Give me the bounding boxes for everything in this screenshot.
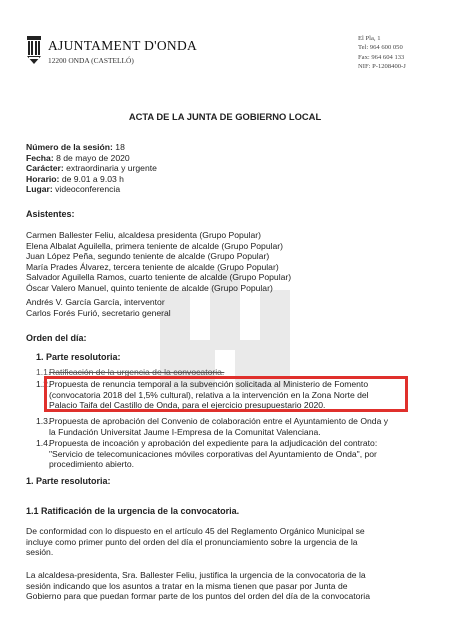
document-title: ACTA DE LA JUNTA DE GOBIERNO LOCAL <box>128 111 322 122</box>
list-item: Salvador Aguilella Ramos, cuarto teniente de alcalde (Grupo Popular) <box>26 272 292 283</box>
list-item: Juan López Peña, segundo teniente de alcalde (Grupo Popular) <box>26 251 270 262</box>
paragraph: La alcaldesa-presidenta, Sra. Ballester Feliu, justifica la urgencia de la convocatoria de la sesión indicando que los asuntos a tratar en la misma tienen que pasar por Junta de Gobierno para que puedan formar parte de los puntos del orden del día de la convocatoria <box>26 570 370 602</box>
contact-line: Fax: 964 604 133 <box>358 53 405 61</box>
agenda-item: 1.4. Propuesta de incoación y aprobación del expediente para la adjudicación del contrato: "Servicio de telecomunicaciones móviles corporativas del Ayuntamiento de Onda", por procedimiento abierto. <box>36 438 378 470</box>
agenda-item-highlighted: 1.2. Propuesta de renuncia temporal a la subvención solicitada al Ministerio de Fomento (convocatoria 2018 del 1,5% cultural), relativa a la intervención en la Zona Norte del Palacio Taifa del Castillo de Onda, para el ejercicio presupuestario 2020. <box>36 379 369 411</box>
contact-line: Tel: 964 600 050 <box>358 44 403 52</box>
meta-row: Número de la sesión: 18 <box>26 142 125 152</box>
asistentes-list <box>26 230 291 294</box>
parte-resolutoria-heading: 1. Parte resolutoria: <box>36 352 121 362</box>
list-item: Carlos Forés Furió, secretario general <box>26 307 171 318</box>
list-item: Andrés V. García García, interventor <box>26 297 165 307</box>
list-item: Carmen Ballester Feliu, alcaldesa presidenta (Grupo Popular) <box>26 230 262 240</box>
paragraph: De conformidad con lo dispuesto en el artículo 45 del Reglamento Orgánico Municipal se incluye como primer punto del orden del día el pronunciamiento sobre la urgencia de la sesión. <box>26 526 365 558</box>
contact-line: NIF: P-1208400-J <box>358 62 406 70</box>
list-item: María Prades Álvarez, tercera teniente de alcalde (Grupo Popular) <box>26 261 279 272</box>
session-meta <box>26 142 157 195</box>
agenda-item: 1.3. Propuesta de aprobación del Convenio de colaboración entre el Ayuntamiento de Onda y la Fundación Universitat Jaume I-Empresa de la Comunitat Valenciana. <box>36 416 389 437</box>
meta-row: Lugar: videoconferencia <box>26 184 121 195</box>
meta-row: Horario: de 9.01 a 9.03 h <box>26 173 124 184</box>
meta-row: Carácter: extraordinaria y urgente <box>26 163 157 174</box>
ratificacion-heading: 1.1 Ratificación de la urgencia de la convocatoria. <box>26 506 240 516</box>
contact-line: El Pla, 1 <box>358 35 381 42</box>
org-address: 12200 ONDA (CASTELLÓ) <box>48 56 134 65</box>
agenda-item: 1.1. Ratificación de la urgencia de la convocatoria. <box>36 367 225 377</box>
parte-resolutoria-section: 1. Parte resolutoria: <box>26 476 111 486</box>
contact-block <box>358 34 424 71</box>
org-name: AJUNTAMENT D'ONDA <box>48 38 198 53</box>
crest-icon <box>26 34 42 66</box>
orden-heading: Orden del día: <box>26 333 87 343</box>
meta-row: Fecha: 8 de mayo de 2020 <box>26 152 130 163</box>
list-item: Óscar Valero Manuel, quinto teniente de alcalde (Grupo Popular) <box>26 282 273 293</box>
list-item: Elena Albalat Aguilella, primera teniente de alcalde (Grupo Popular) <box>26 240 284 251</box>
letterhead <box>26 34 424 84</box>
highlight-box <box>44 376 408 412</box>
otros-list <box>26 297 171 318</box>
asistentes-heading: Asistentes: <box>26 209 75 219</box>
